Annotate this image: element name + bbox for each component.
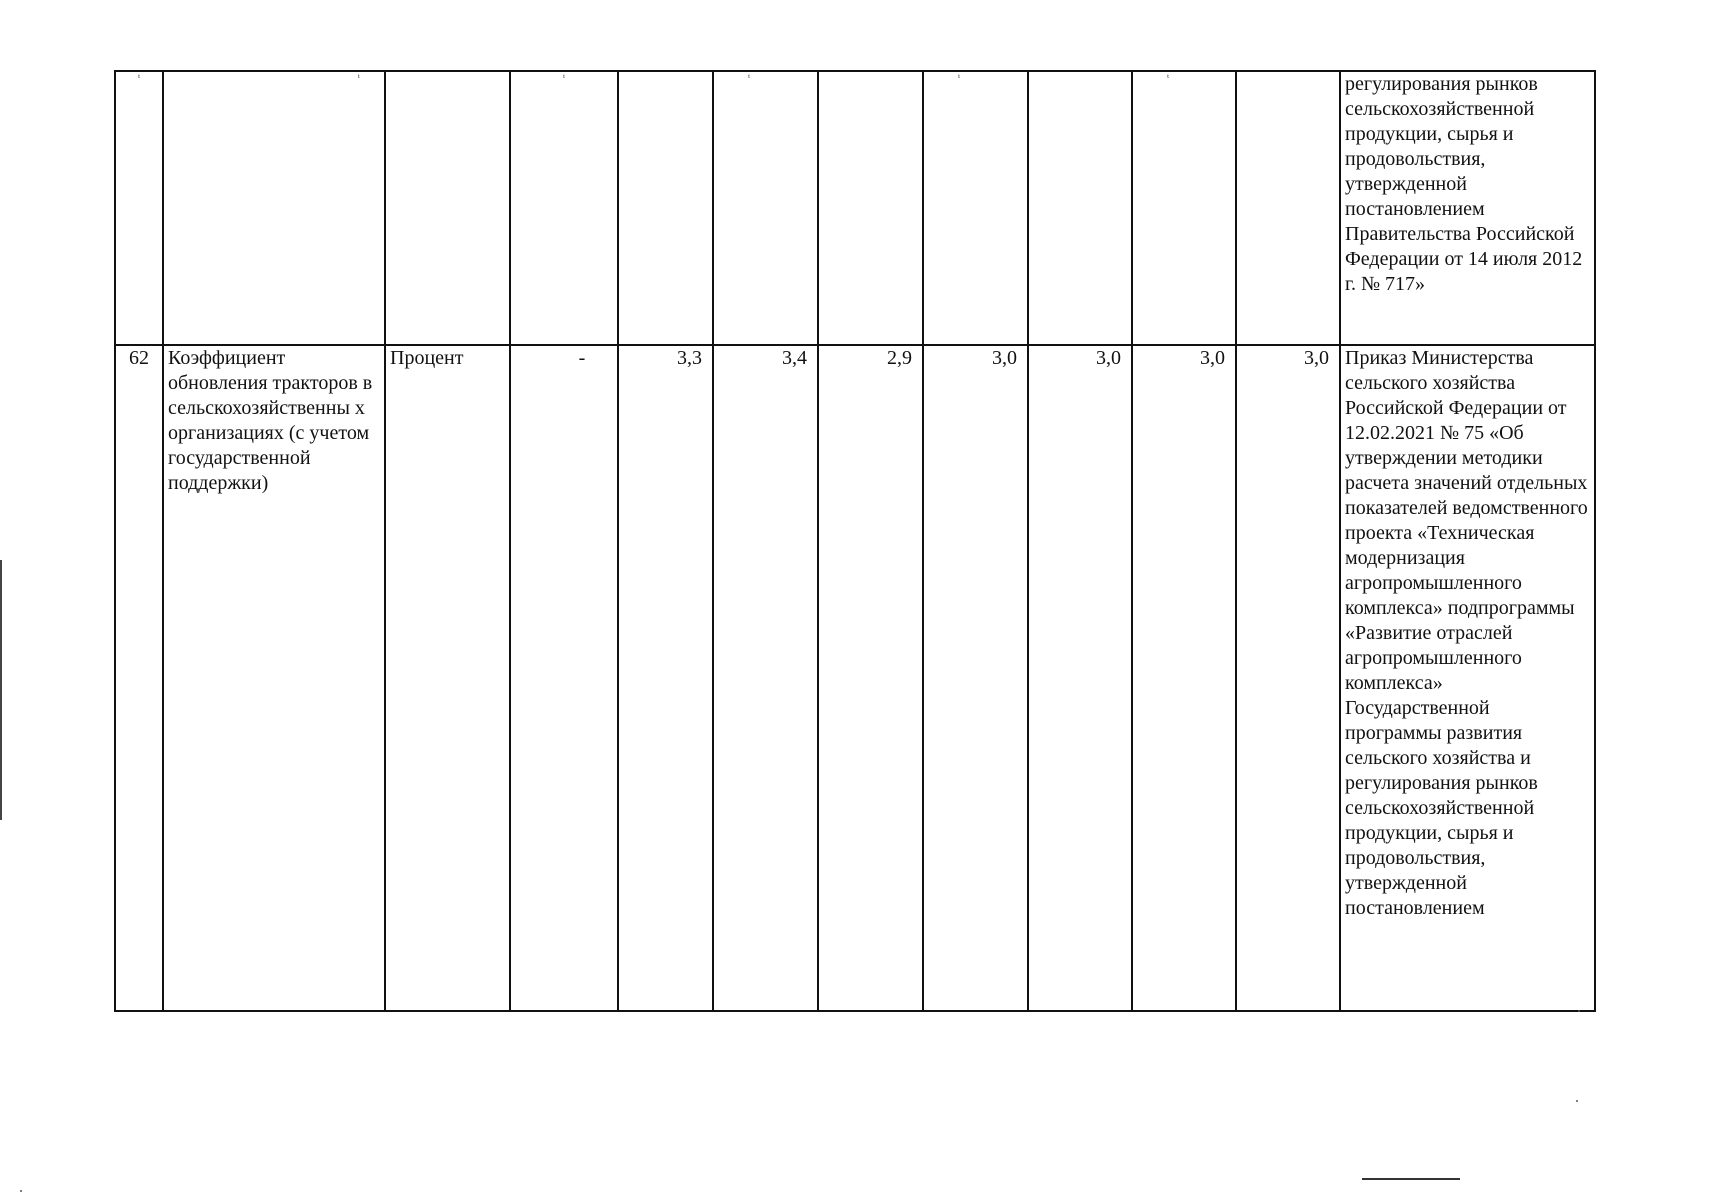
scan-speck <box>1578 1010 1580 1012</box>
column-mark: ᵗ <box>562 72 566 84</box>
cell-value <box>618 71 713 345</box>
cell-indicator <box>163 71 385 345</box>
footer-rule <box>1362 1178 1460 1180</box>
column-mark: ᵗ <box>748 72 751 84</box>
column-mark: ᵗ <box>958 72 961 84</box>
cell-source-document: регулирования рынков сельскохозяйственной продукции, сырья и продовольствия, утвержденной постановлением Правительства Российской Федерации от 14 июля 2012 г. № 717» <box>1340 71 1595 345</box>
scan-edge-shadow <box>0 560 2 820</box>
cell-value <box>923 71 1028 345</box>
column-mark: ᵗ <box>137 72 141 84</box>
cell-source-document: Приказ Министерства сельского хозяйства Российской Федерации от 12.02.2021 № 75 «Об утверждении методики расчета значений отдельных показателей ведомственного проекта «Техническая модернизация агропромышленного комплекса» подпрограммы «Развитие отраслей агропромышленного комплекса» Государственной программы развития сельского хозяйства и регулирования рынков сельскохозяйственной продукции, сырья и продовольствия, утвержденной постановлением <box>1340 345 1595 1011</box>
scan-speck <box>20 1190 22 1192</box>
cell-unit <box>385 71 510 345</box>
cell-value: 3,0 <box>1236 345 1340 1011</box>
cell-base <box>510 71 618 345</box>
cell-value <box>1132 71 1236 345</box>
cell-value: 2,9 <box>818 345 923 1011</box>
cell-value <box>713 71 818 345</box>
cell-indicator: Коэффициент обновления тракторов в сельскохозяйственны х организациях (с учетом государственной поддержки) <box>163 345 385 1011</box>
column-mark: ᵗ <box>357 72 360 84</box>
indicators-table <box>114 70 1596 1012</box>
column-mark: ᵗ <box>1167 72 1170 84</box>
cell-value <box>1028 71 1132 345</box>
cell-value: 3,0 <box>923 345 1028 1011</box>
cell-value: 3,3 <box>618 345 713 1011</box>
cell-value: 3,0 <box>1132 345 1236 1011</box>
table-row-62 <box>115 345 1595 1011</box>
table-row-continued <box>115 71 1595 345</box>
cell-value: 3,0 <box>1028 345 1132 1011</box>
cell-value: 3,4 <box>713 345 818 1011</box>
cell-base: - <box>510 345 618 1011</box>
scan-speck <box>1576 1100 1578 1102</box>
cell-value <box>818 71 923 345</box>
cell-value <box>1236 71 1340 345</box>
cell-unit: Процент <box>385 345 510 1011</box>
cell-number <box>115 71 163 345</box>
cell-number: 62 <box>115 345 163 1011</box>
